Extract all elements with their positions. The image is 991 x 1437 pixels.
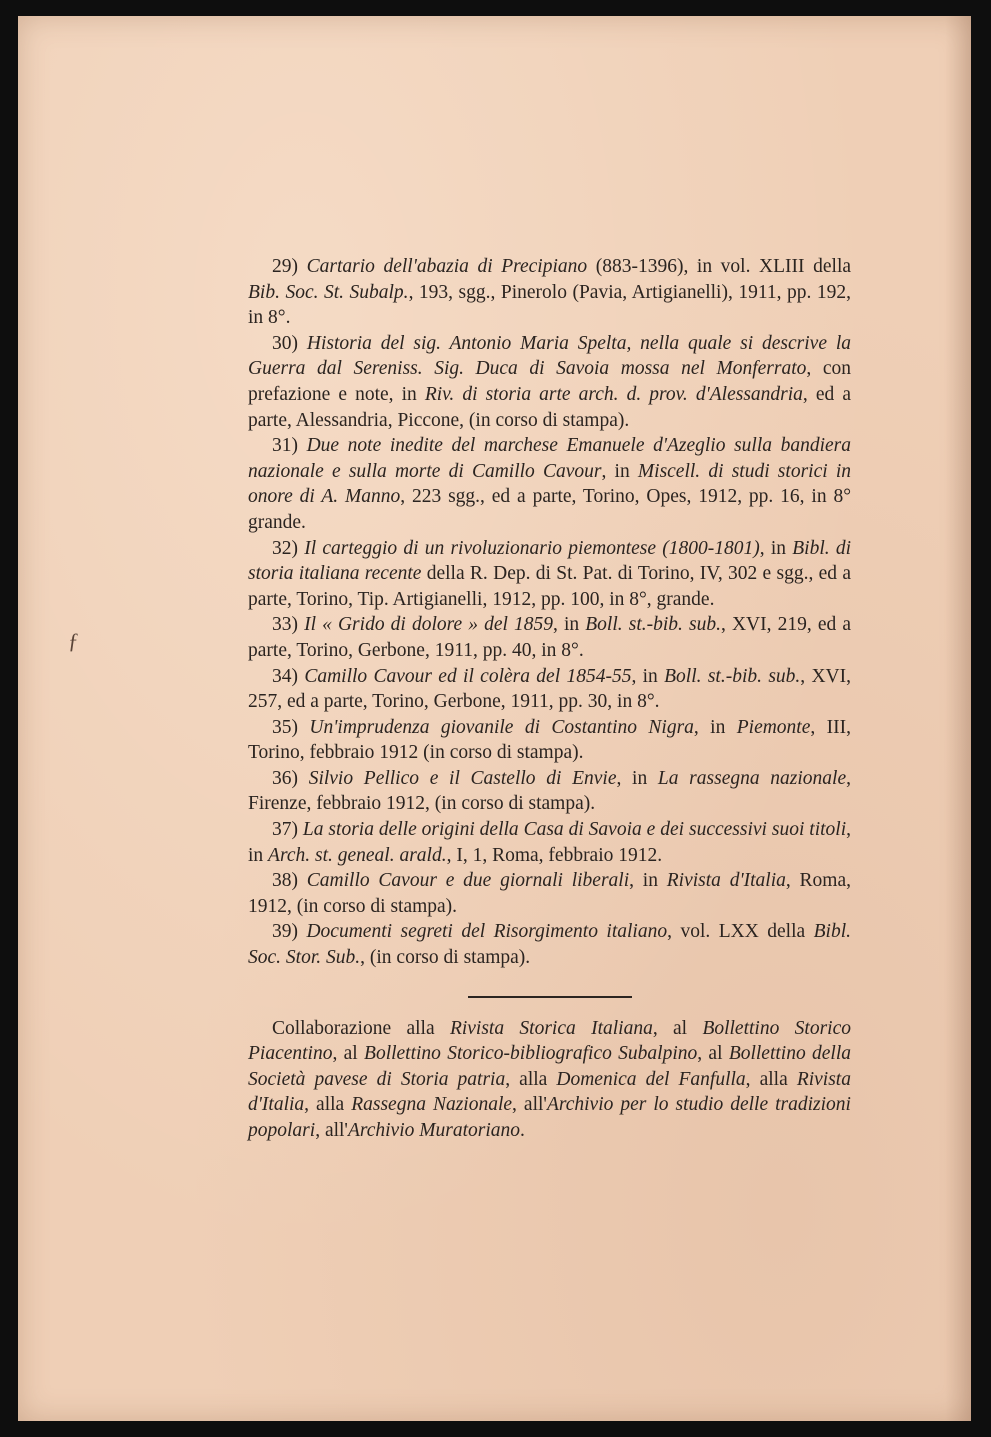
citation-text: , 223 sgg., ed a parte, Torino, Opes, 1912, pp. 16, in 8° grande. xyxy=(248,486,851,533)
citation-text: , (in corso di stampa). xyxy=(360,947,531,969)
entry-number: 33) xyxy=(272,614,298,636)
italic-title: Bollettino della Società pavese di Storia patria xyxy=(248,1043,852,1090)
entry-number: 32) xyxy=(272,537,298,559)
citation-text: , in xyxy=(759,537,793,559)
bibliography-block xyxy=(248,254,851,1144)
citation-text: , alla xyxy=(505,1068,557,1090)
bibliography-entry xyxy=(248,536,851,613)
bibliography-entry xyxy=(248,612,851,663)
italic-title: Bib. Soc. St. Subalp. xyxy=(248,281,409,303)
citation-text: , all' xyxy=(315,1120,348,1141)
citation-text: , in xyxy=(601,460,638,482)
italic-title: Rivista Storica Italiana xyxy=(449,1017,653,1039)
italic-title: Archivio per lo studio delle tradizioni popolari xyxy=(248,1094,851,1141)
italic-title: Miscell. di studi storici in onore di A. Manno xyxy=(248,460,851,508)
bibliography-entry xyxy=(248,817,851,868)
italic-title: Due note inedite del marchese Emanuele d'Azeglio sulla bandiera nazionale e sulla morte di Camillo Cavour xyxy=(248,435,851,482)
citation-text: , in xyxy=(248,819,852,866)
italic-title: Rivista d'Italia xyxy=(248,1068,851,1116)
italic-title: Un'imprudenza giovanile di Costantino Nigra xyxy=(309,716,694,738)
citation-text: , ed a parte, Alessandria, Piccone, (in corso di stampa). xyxy=(248,383,852,431)
citation-text: , Roma, 1912, (in corso di stampa). xyxy=(248,870,852,917)
citation-text: , all' xyxy=(512,1094,547,1116)
entry-number: 36) xyxy=(272,767,298,789)
bibliography-entry xyxy=(248,254,851,331)
entry-number: 39) xyxy=(272,921,298,943)
entry-number: 29) xyxy=(272,256,298,277)
italic-title: Rassegna Nazionale xyxy=(351,1094,513,1116)
citation-text: Collaborazione alla xyxy=(272,1017,450,1039)
italic-title: Bollettino Storico Piacentino xyxy=(248,1017,851,1065)
italic-title: Historia del sig. Antonio Maria Spelta, nella quale si descrive la Guerra dal Sereniss. Sig. Duca di Savoia mossa nel Monferrato xyxy=(248,332,852,380)
section-divider xyxy=(468,996,632,998)
italic-title: Archivio Muratoriano xyxy=(347,1120,521,1141)
citation-text: , alla xyxy=(745,1068,797,1090)
italic-title: La storia delle origini della Casa di Savoia e dei successivi suoi titoli xyxy=(302,819,847,841)
citation-text: , I, 1, Roma, febbraio 1912. xyxy=(446,844,663,866)
citation-text: , in xyxy=(631,665,665,687)
italic-title: Arch. st. geneal. arald. xyxy=(268,844,447,866)
italic-title: La rassegna nazionale xyxy=(657,767,847,789)
entry-number: 37) xyxy=(272,819,298,841)
citation-text: , vol. LXX della xyxy=(667,921,814,943)
citation-text: , Firenze, febbraio 1912, (in corso di stampa). xyxy=(248,767,851,815)
italic-title: Silvio Pellico e il Castello di Envie xyxy=(308,767,617,789)
italic-title: Documenti segreti del Risorgimento italiano xyxy=(306,921,668,943)
bibliography-entry xyxy=(248,433,851,535)
bibliography-list xyxy=(248,254,851,971)
citation-text: , in xyxy=(616,767,658,789)
citation-text: . xyxy=(520,1120,525,1141)
italic-title: Il carteggio di un rivoluzionario piemontese (1800-1801) xyxy=(304,537,760,559)
citation-text: , in xyxy=(553,614,586,636)
document-page xyxy=(18,16,971,1421)
italic-title: Piemonte xyxy=(736,716,811,738)
bibliography-entry xyxy=(248,919,851,970)
collaboration-paragraph xyxy=(248,1016,851,1144)
citation-text: , in xyxy=(629,870,667,892)
entry-number: 34) xyxy=(272,665,298,687)
entry-number: 38) xyxy=(272,870,298,892)
bibliography-entry xyxy=(248,766,851,817)
entry-number: 35) xyxy=(272,716,298,738)
entry-number: 30) xyxy=(272,332,298,354)
citation-text: , con prefazione e note, in xyxy=(248,358,851,405)
citation-text: , al xyxy=(332,1043,365,1065)
page-spine-shadow xyxy=(945,16,971,1421)
citation-text: , alla xyxy=(304,1094,352,1116)
citation-text: (883-1396), in vol. XLIII della xyxy=(587,256,852,277)
italic-title: Camillo Cavour ed il colèra del 1854-55 xyxy=(304,665,632,687)
italic-title: Camillo Cavour e due giornali liberali xyxy=(306,870,630,892)
citation-text: , in xyxy=(693,716,737,738)
italic-title: Rivista d'Italia xyxy=(666,870,786,892)
entry-number: 31) xyxy=(272,435,298,457)
italic-title: Cartario dell'abazia di Precipiano xyxy=(306,256,588,277)
italic-title: Bollettino Storico-bibliografico Subalpino xyxy=(364,1043,698,1065)
bibliography-entry xyxy=(248,868,851,919)
italic-title: Bibl. Soc. Stor. Sub. xyxy=(248,921,851,969)
italic-title: Boll. st.-bib. sub. xyxy=(664,665,801,687)
italic-title: Boll. st.-bib. sub. xyxy=(585,614,721,636)
italic-title: Domenica del Fanfulla xyxy=(556,1068,746,1090)
citation-text: della R. Dep. di St. Pat. di Torino, IV, 302 e sgg., ed a parte, Torino, Tip. Artigianelli, 1912, pp. 100, in 8°, grande. xyxy=(248,563,851,610)
bibliography-entry xyxy=(248,664,851,715)
italic-title: Il « Grido di dolore » del 1859 xyxy=(304,614,554,636)
citation-text: , al xyxy=(697,1043,729,1065)
italic-title: Riv. di storia arte arch. d. prov. d'Alessandria xyxy=(424,383,803,405)
bibliography-entry xyxy=(248,715,851,766)
margin-mark: ƒ xyxy=(68,628,79,653)
citation-text: , 193, sgg., Pinerolo (Pavia, Artigianelli), 1911, pp. 192, in 8°. xyxy=(248,281,851,329)
citation-text: , al xyxy=(652,1017,703,1039)
bibliography-entry xyxy=(248,331,851,433)
citation-text: , III, Torino, febbraio 1912 (in corso di stampa). xyxy=(248,716,851,764)
citation-text: , XVI, 257, ed a parte, Torino, Gerbone, 1911, pp. 30, in 8°. xyxy=(248,665,852,713)
citation-text: , XVI, 219, ed a parte, Torino, Gerbone, 1911, pp. 40, in 8°. xyxy=(248,614,851,661)
italic-title: Bibl. di storia italiana recente xyxy=(248,537,852,585)
